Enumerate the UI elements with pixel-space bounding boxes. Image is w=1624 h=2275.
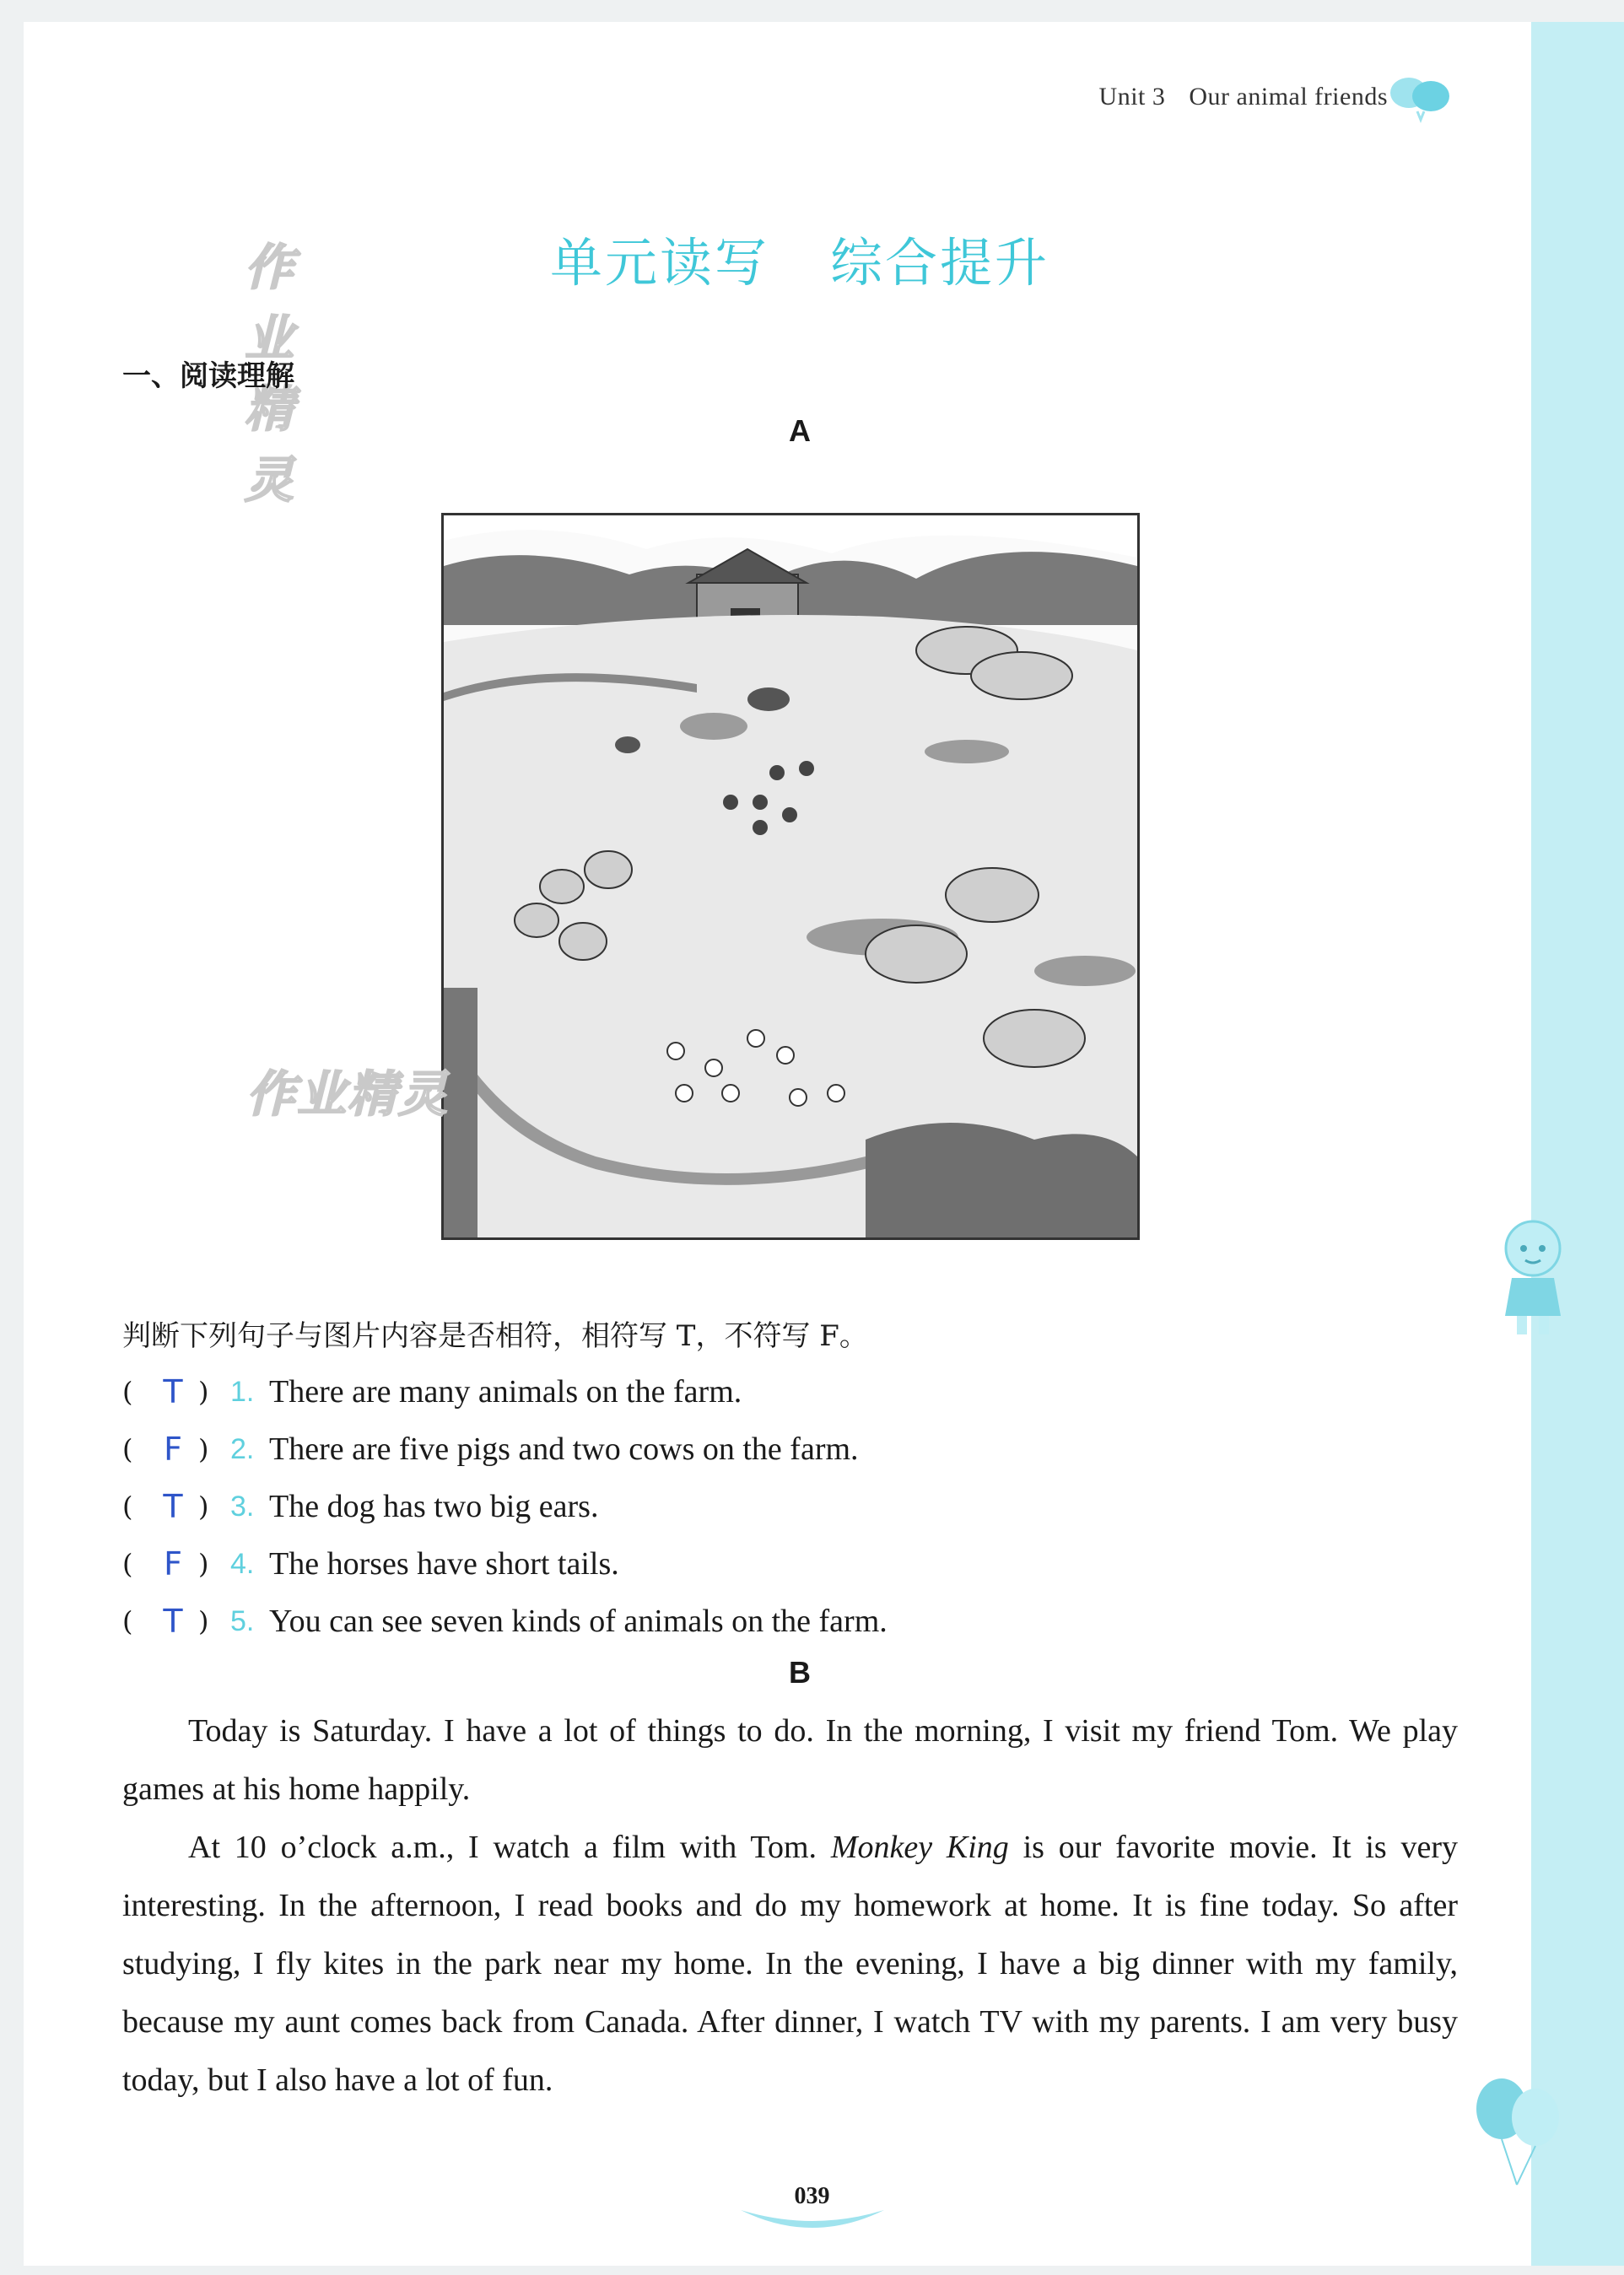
farm-illustration [441, 513, 1140, 1240]
movie-title: Monkey King [830, 1830, 1009, 1865]
question-row [122, 1535, 888, 1593]
passage-a-label: A [789, 413, 811, 448]
question-text: The dog has two big ears. [269, 1489, 599, 1524]
answer-field[interactable]: F [164, 1431, 182, 1468]
paren-close: ) [198, 1548, 209, 1580]
question-number: 1. [230, 1375, 255, 1408]
question-row [122, 1363, 888, 1421]
paren-close: ) [198, 1491, 209, 1523]
instruction: 判断下列句子与图片内容是否相符，相符写 T，不符写 F。 [122, 1319, 868, 1353]
watermark-logo: 作业精灵 [245, 239, 296, 509]
part-heading: 一、阅读理解 [122, 359, 294, 393]
question-number: 5. [230, 1604, 255, 1637]
answer-field[interactable]: T [163, 1488, 183, 1525]
question-text: There are five pigs and two cows on the farm. [269, 1431, 859, 1467]
paragraph-2-end: is our favorite movie. It is very interesting. In the afternoon, I read books and do my homework at home. It is fine today. So after studying, I fly kites in the park near my home. In the evening, I have a big dinner with my family, because my aunt comes back from Canada. After dinner, I watch TV with my parents. I am very busy today, but I also have a lot of fun. [122, 1830, 1459, 2098]
question-row [122, 1593, 888, 1650]
paren-open: ( [122, 1376, 133, 1408]
paragraph-2 [122, 1819, 1458, 2110]
paren-open: ( [122, 1548, 133, 1580]
paren-open: ( [122, 1605, 133, 1637]
watermark-logo-mid: 作业精灵 [246, 1065, 450, 1123]
question-number: 3. [230, 1490, 255, 1523]
paren-close: ) [198, 1376, 209, 1408]
answer-field[interactable]: F [164, 1545, 182, 1582]
paragraph-1: Today is Saturday. I have a lot of things to do. In the morning, I visit my friend Tom. We play games at his home happily. [122, 1713, 1458, 1807]
balloons-icon [1468, 2067, 1569, 2193]
paren-open: ( [122, 1433, 133, 1465]
question-row [122, 1478, 888, 1535]
passage-b-label: B [789, 1655, 811, 1690]
question-number: 4. [230, 1547, 255, 1580]
girl-figure-icon [1486, 1215, 1579, 1341]
paren-close: ) [198, 1605, 209, 1637]
true-false-questions [122, 1363, 888, 1650]
side-decoration-band [1531, 22, 1624, 2266]
heart-balloon-icon [1384, 67, 1459, 127]
page-number: 039 [794, 2183, 830, 2209]
question-text: The horses have short tails. [269, 1546, 619, 1582]
answer-field[interactable]: T [163, 1373, 183, 1410]
paragraph-2-start: At 10 o’clock a.m., I watch a film with Tom. [188, 1830, 831, 1865]
page-number-swoosh-icon [732, 2203, 893, 2237]
answer-field[interactable]: T [163, 1603, 183, 1640]
question-row [122, 1421, 888, 1478]
paren-close: ) [198, 1433, 209, 1465]
section-title-part2: 综合提升 [830, 232, 1050, 294]
question-number: 2. [230, 1432, 255, 1465]
passage-b-text [122, 1702, 1458, 2110]
running-header [1099, 83, 1388, 111]
header-title: Our animal friends [1189, 83, 1388, 111]
paren-open: ( [122, 1491, 133, 1523]
section-title-part1: 单元读写 [550, 232, 770, 294]
question-text: You can see seven kinds of animals on the farm. [269, 1604, 888, 1639]
header-unit: Unit 3 [1098, 83, 1166, 111]
section-title [550, 221, 1049, 296]
question-text: There are many animals on the farm. [269, 1374, 742, 1410]
